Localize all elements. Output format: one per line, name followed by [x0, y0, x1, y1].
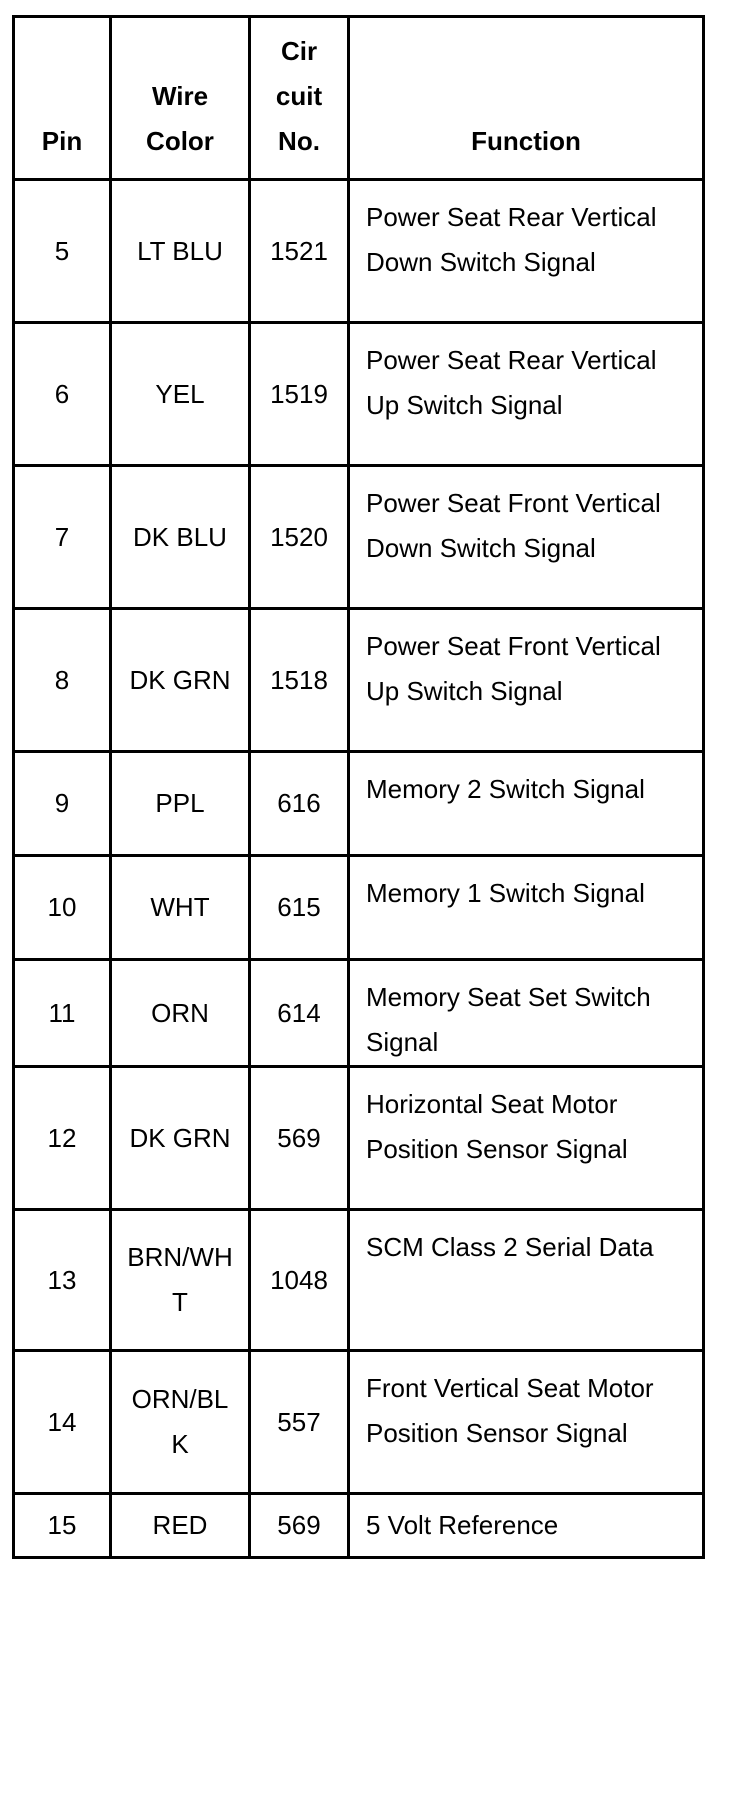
- circuit-cell: 1519: [250, 323, 349, 466]
- circuit-cell: 1521: [250, 180, 349, 323]
- pin-cell: 9: [14, 752, 111, 856]
- wire-color-cell: BRN/WHT: [111, 1210, 250, 1351]
- header-row: [14, 17, 704, 180]
- circuit-cell: 1520: [250, 466, 349, 609]
- circuit-cell: 614: [250, 960, 349, 1067]
- table-row: [14, 1210, 704, 1351]
- pin-cell: 8: [14, 609, 111, 752]
- wire-color-cell: YEL: [111, 323, 250, 466]
- table-row: [14, 609, 704, 752]
- function-cell: Horizontal Seat Motor Position Sensor Signal: [349, 1067, 704, 1210]
- pin-cell: 7: [14, 466, 111, 609]
- table-body: [14, 180, 704, 1558]
- wire-color-cell: DK BLU: [111, 466, 250, 609]
- table-row: [14, 1494, 704, 1558]
- circuit-cell: 569: [250, 1494, 349, 1558]
- pin-header: Pin: [14, 17, 111, 180]
- function-cell: Memory 1 Switch Signal: [349, 856, 704, 960]
- circuit-cell: 1518: [250, 609, 349, 752]
- function-cell: Power Seat Front Vertical Down Switch Signal: [349, 466, 704, 609]
- circuit-no-header-line2: cuit: [275, 81, 323, 111]
- function-cell: Memory 2 Switch Signal: [349, 752, 704, 856]
- table-row: [14, 1351, 704, 1494]
- wire-color-cell: ORN: [111, 960, 250, 1067]
- circuit-cell: 616: [250, 752, 349, 856]
- circuit-cell: 569: [250, 1067, 349, 1210]
- table-row: [14, 180, 704, 323]
- circuit-no-header-line1: Cir: [280, 36, 318, 66]
- wire-color-cell: RED: [111, 1494, 250, 1558]
- wire-color-header-line1: Wire: [151, 81, 209, 111]
- pin-cell: 15: [14, 1494, 111, 1558]
- pin-cell: 13: [14, 1210, 111, 1351]
- wire-color-cell: LT BLU: [111, 180, 250, 323]
- table-row: [14, 466, 704, 609]
- table-row: [14, 960, 704, 1067]
- circuit-no-header: [250, 17, 349, 180]
- wire-color-cell: PPL: [111, 752, 250, 856]
- connector-pinout-table: [12, 15, 705, 1559]
- function-cell: 5 Volt Reference: [349, 1494, 704, 1558]
- function-header: Function: [349, 17, 704, 180]
- table-row: [14, 1067, 704, 1210]
- wire-color-header-line2: Color: [146, 126, 214, 156]
- pin-cell: 12: [14, 1067, 111, 1210]
- table-row: [14, 323, 704, 466]
- pin-cell: 11: [14, 960, 111, 1067]
- wire-color-header: [111, 17, 250, 180]
- function-cell: Power Seat Rear Vertical Down Switch Signal: [349, 180, 704, 323]
- circuit-cell: 615: [250, 856, 349, 960]
- pin-cell: 14: [14, 1351, 111, 1494]
- function-cell: Memory Seat Set Switch Signal: [349, 960, 704, 1067]
- wire-color-cell: ORN/BLK: [111, 1351, 250, 1494]
- wire-color-cell: DK GRN: [111, 609, 250, 752]
- circuit-no-header-line3: No.: [278, 126, 320, 156]
- table-row: [14, 856, 704, 960]
- pin-cell: 5: [14, 180, 111, 323]
- function-cell: Front Vertical Seat Motor Position Sensor Signal: [349, 1351, 704, 1494]
- wire-color-cell: DK GRN: [111, 1067, 250, 1210]
- circuit-cell: 557: [250, 1351, 349, 1494]
- table-row: [14, 752, 704, 856]
- pin-cell: 6: [14, 323, 111, 466]
- function-cell: Power Seat Front Vertical Up Switch Signal: [349, 609, 704, 752]
- wire-color-cell: WHT: [111, 856, 250, 960]
- pin-cell: 10: [14, 856, 111, 960]
- function-cell: SCM Class 2 Serial Data: [349, 1210, 704, 1351]
- function-cell: Power Seat Rear Vertical Up Switch Signal: [349, 323, 704, 466]
- circuit-cell: 1048: [250, 1210, 349, 1351]
